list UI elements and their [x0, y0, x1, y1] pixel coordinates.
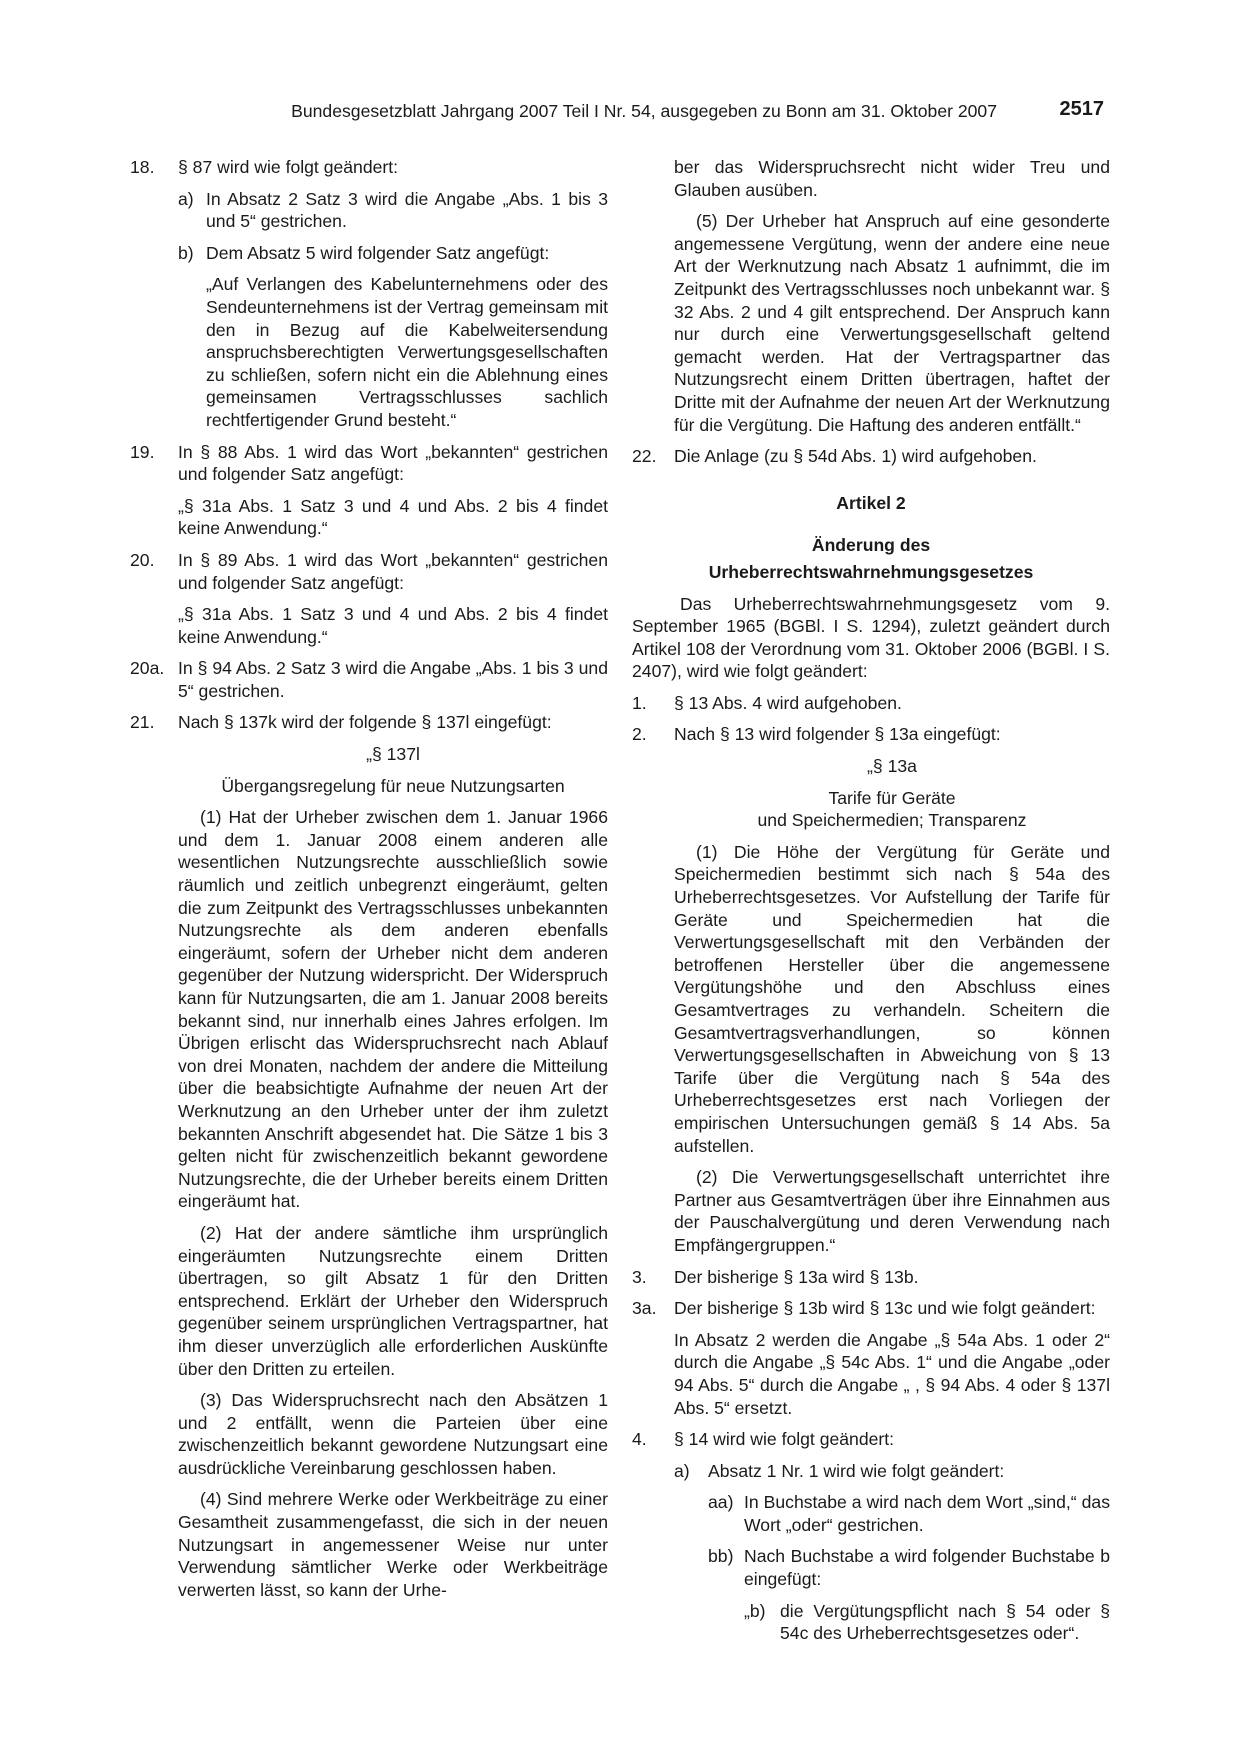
list-item-22: [632, 445, 1110, 468]
article-heading: Artikel 2: [836, 492, 906, 513]
quote-block-18b: „Auf Verlangen des Kabelunternehmens oder des Sendeunternehmens ist der Vertrag gemeinsam mit den in Bezug auf die Kabelweitersendung anspruchsberechtigten Verwertungsgesellschaften zu schließen, sofern nicht ein die Ablehnung eines gemeinsamen Vertragsschlusses sachlich rechtfertigender Grund besteht.“: [206, 274, 608, 430]
item-number: 1.: [632, 692, 647, 713]
sub-item-4a: [674, 1460, 1110, 1483]
paragraph-5: (5) Der Urheber hat Anspruch auf eine gesonderte angemessene Vergütung, wenn der andere eine neue Art der Werknutzung nach Absatz 1 aufnimmt, die im Zeitpunkt des Vertragsschlusses noch unbekannt war. § 32 Abs. 2 und 4 gilt entsprechend. Der Anspruch kann nur durch eine Verwertungsgesellschaft geltend gemacht werden. Hat der Vertragspartner das Nutzungsrecht einem Dritten übertragen, haftet der Dritte mit der Aufnahme der neuen Art der Werknutzung für die Vergütung. Die Haftung des anderen entfällt.“: [674, 211, 1110, 435]
item-text: In Absatz 2 Satz 3 wird die Angabe „Abs. 1 bis 3 und 5“ gestrichen.: [206, 188, 608, 232]
right-column: [632, 156, 1110, 1654]
section-heading: „§ 137l: [366, 744, 420, 765]
list-item-r3: [632, 1266, 1110, 1289]
list-item-r3a: [632, 1297, 1110, 1320]
item-text: Dem Absatz 5 wird folgender Satz angefügt:: [206, 242, 550, 263]
item-text: Nach Buchstabe a wird folgender Buchstabe b eingefügt:: [744, 1546, 1110, 1590]
paragraph-2: (2) Die Verwertungsgesellschaft unterrichtet ihre Partner aus Gesamtverträgen über ihre Einnahmen aus der Pauschalvergütung und deren Verwendung nach Empfängergruppen.“: [674, 1167, 1110, 1255]
item-text: Der bisherige § 13a wird § 13b.: [674, 1266, 919, 1287]
list-item-r4: [632, 1428, 1110, 1451]
list-item-20a: [130, 657, 608, 702]
item-text: In § 88 Abs. 1 wird das Wort „bekannten“ gestrichen und folgender Satz angefügt:: [178, 441, 608, 485]
section-137l: [178, 743, 608, 1601]
item-number: 21.: [130, 712, 155, 733]
item-text: die Vergütungspflicht nach § 54 oder § 54c des Urheberrechtsgesetzes oder“.: [780, 1600, 1110, 1644]
list-item-20: [130, 549, 608, 594]
item-number: 3a.: [632, 1298, 657, 1319]
list-item-21: [130, 711, 608, 734]
quote-block-19: „§ 31a Abs. 1 Satz 3 und 4 und Abs. 2 bis 4 findet keine Anwendung.“: [178, 495, 608, 539]
item-number: 20a.: [130, 658, 165, 679]
item-number: 22.: [632, 446, 657, 467]
item-number: 4.: [632, 1429, 647, 1450]
page-number: 2517: [1059, 98, 1104, 120]
item-text: § 13 Abs. 4 wird aufgehoben.: [674, 692, 902, 713]
item-text: Der bisherige § 13b wird § 13c und wie folgt geändert:: [674, 1298, 1096, 1319]
list-item-r2: [632, 723, 1110, 746]
paragraph-2: (2) Hat der andere sämtliche ihm ursprünglich eingeräumten Nutzungsrechte einem Dritten übertragen, so gilt Absatz 1 für den Dritten entsprechend. Erklärt der Urheber den Widerspruch gegenüber seinem ursprünglichen Vertragspartner, hat ihm dieser unverzüglich alle erforderlichen Auskünfte über den Dritten zu erteilen.: [178, 1222, 608, 1379]
section-heading: „§ 13a: [867, 756, 917, 777]
left-column: [130, 156, 608, 1610]
quote-block-20: „§ 31a Abs. 1 Satz 3 und 4 und Abs. 2 bis 4 findet keine Anwendung.“: [178, 604, 608, 647]
section-137l-continued: [674, 156, 1110, 436]
item-number: 20.: [130, 549, 155, 570]
amendment-block-3a: In Absatz 2 werden die Angabe „§ 54a Abs. 1 oder 2“ durch die Angabe „§ 54c Abs. 1“ und die Angabe „oder 94 Abs. 5“ durch die Angabe „ , § 94 Abs. 4 oder § 137l Abs. 5“ ersetzt.: [674, 1329, 1110, 1418]
item-text: § 87 wird wie folgt geändert:: [178, 157, 399, 177]
list-item-19: [130, 441, 608, 486]
list-item-r1: [632, 692, 1110, 715]
article-intro: Das Urheberrechtswahrnehmungsgesetz vom 9. September 1965 (BGBl. I S. 1294), zuletzt geändert durch Artikel 108 der Verordnung vom 31. Oktober 2006 (BGBl. I S. 2407), wird wie folgt geändert:: [632, 593, 1110, 682]
sub-item-4a-bb: [708, 1545, 1110, 1590]
item-text: In § 89 Abs. 1 wird das Wort „bekannten“ gestrichen und folgender Satz angefügt:: [178, 549, 608, 593]
section-title: Übergangsregelung für neue Nutzungsarten: [221, 775, 565, 796]
paragraph-3: (3) Das Widerspruchsrecht nach den Absätzen 1 und 2 entfällt, wenn die Parteien über eine zwischenzeitlich bekannt gewordene Nutzungsart eine ausdrückliche Vereinbarung geschlossen haben.: [178, 1390, 608, 1478]
paragraph-4-continued: ber das Widerspruchsrecht nicht wider Treu und Glauben ausüben.: [674, 157, 1110, 200]
item-number: a): [178, 188, 194, 209]
item-number: a): [674, 1460, 690, 1481]
item-number: 19.: [130, 441, 155, 462]
item-number: b): [178, 242, 194, 263]
section-13a: [674, 755, 1110, 1256]
sub-item-18b: [178, 242, 608, 265]
item-text: In Buchstabe a wird nach dem Wort „sind,“ das Wort „oder“ gestrichen.: [744, 1492, 1110, 1535]
sub-item-4a-aa: [708, 1491, 1110, 1536]
sub-item-4a-bb-b: [744, 1600, 1110, 1645]
item-text: § 14 wird wie folgt geändert:: [674, 1429, 895, 1450]
item-number: aa): [708, 1492, 734, 1513]
list-item-18: [130, 156, 608, 179]
article-title-line-1: Änderung des: [811, 535, 931, 556]
article-title-line-2: Urheberrechtswahrnehmungsgesetzes: [708, 561, 1034, 582]
item-number: „b): [744, 1600, 766, 1621]
paragraph-4: (4) Sind mehrere Werke oder Werkbeiträge zu einer Gesamtheit zusammengefasst, die sich in der neuen Nutzungsart in angemessener Weise nur unter Verwendung sämtlicher Werke oder Werkbeiträge verwerten lässt, so kann der Urhe-: [178, 1489, 608, 1600]
section-title-line-1: Tarife für Geräte: [828, 787, 956, 808]
item-text: In § 94 Abs. 2 Satz 3 wird die Angabe „Abs. 1 bis 3 und 5“ gestrichen.: [178, 658, 608, 701]
paragraph-1: (1) Die Höhe der Vergütung für Geräte und Speichermedien bestimmt sich nach § 54a des Urheberrechtsgesetzes. Vor Aufstellung der Tarife für Geräte und Speichermedien hat die Verwertungsgesellschaft mit den Verbänden der betroffenen Hersteller über die angemessene Vergütungshöhe und den Abschluss eines Gesamtvertrages zu verhandeln. Scheitern die Gesamtvertragsverhandlungen, so können Verwertungsgesellschaften in Abweichung von § 13 Tarife über die Vergütung nach § 54a des Urheberrechtsgesetzes erst nach Vorliegen der empirischen Untersuchungen gemäß § 14 Abs. 5a aufstellen.: [674, 841, 1110, 1156]
item-text: Die Anlage (zu § 54d Abs. 1) wird aufgehoben.: [674, 446, 1037, 467]
paragraph-1: (1) Hat der Urheber zwischen dem 1. Januar 1966 und dem 1. Januar 2008 einem anderen alle wesentlichen Nutzungsrechte ausschließlich sowie räumlich und zeitlich unbegrenzt eingeräumt, gelten die zum Zeitpunkt des Vertragsschlusses unbekannten Nutzungsrechte als dem anderen ebenfalls eingeräumt, sofern der Urheber nicht dem anderen gegenüber der Nutzung widerspricht. Der Widerspruch kann für Nutzungsarten, die am 1. Januar 2008 bereits bekannt sind, nur innerhalb eines Jahres erfolgen. Im Übrigen erlischt das Widerspruchsrecht nach Ablauf von drei Monaten, nachdem der andere die Mitteilung über die beabsichtigte Aufnahme der neuen Art der Werknutzung an den Urheber unter der ihm zuletzt bekannten Anschrift abgesendet hat. Die Sätze 1 bis 3 gelten nicht für zwischenzeitlich bekannt gewordene Nutzungsrechte, die der Urheber bereits einem Dritten eingeräumt hat.: [178, 807, 608, 1212]
sub-item-18a: [178, 188, 608, 233]
item-number: 2.: [632, 724, 647, 745]
item-number: bb): [708, 1546, 734, 1567]
header-title: Bundesgesetzblatt Jahrgang 2007 Teil I Nr. 54, ausgegeben zu Bonn am 31. Oktober 2007: [291, 101, 997, 121]
section-title-line-2: und Speichermedien; Transparenz: [757, 810, 1027, 831]
item-text: Nach § 137k wird der folgende § 137l eingefügt:: [178, 712, 552, 733]
item-number: 3.: [632, 1266, 647, 1287]
item-text: Absatz 1 Nr. 1 wird wie folgt geändert:: [708, 1460, 1005, 1481]
page-header: [128, 98, 1112, 129]
item-text: Nach § 13 wird folgender § 13a eingefügt:: [674, 724, 1001, 745]
item-number: 18.: [130, 157, 155, 177]
